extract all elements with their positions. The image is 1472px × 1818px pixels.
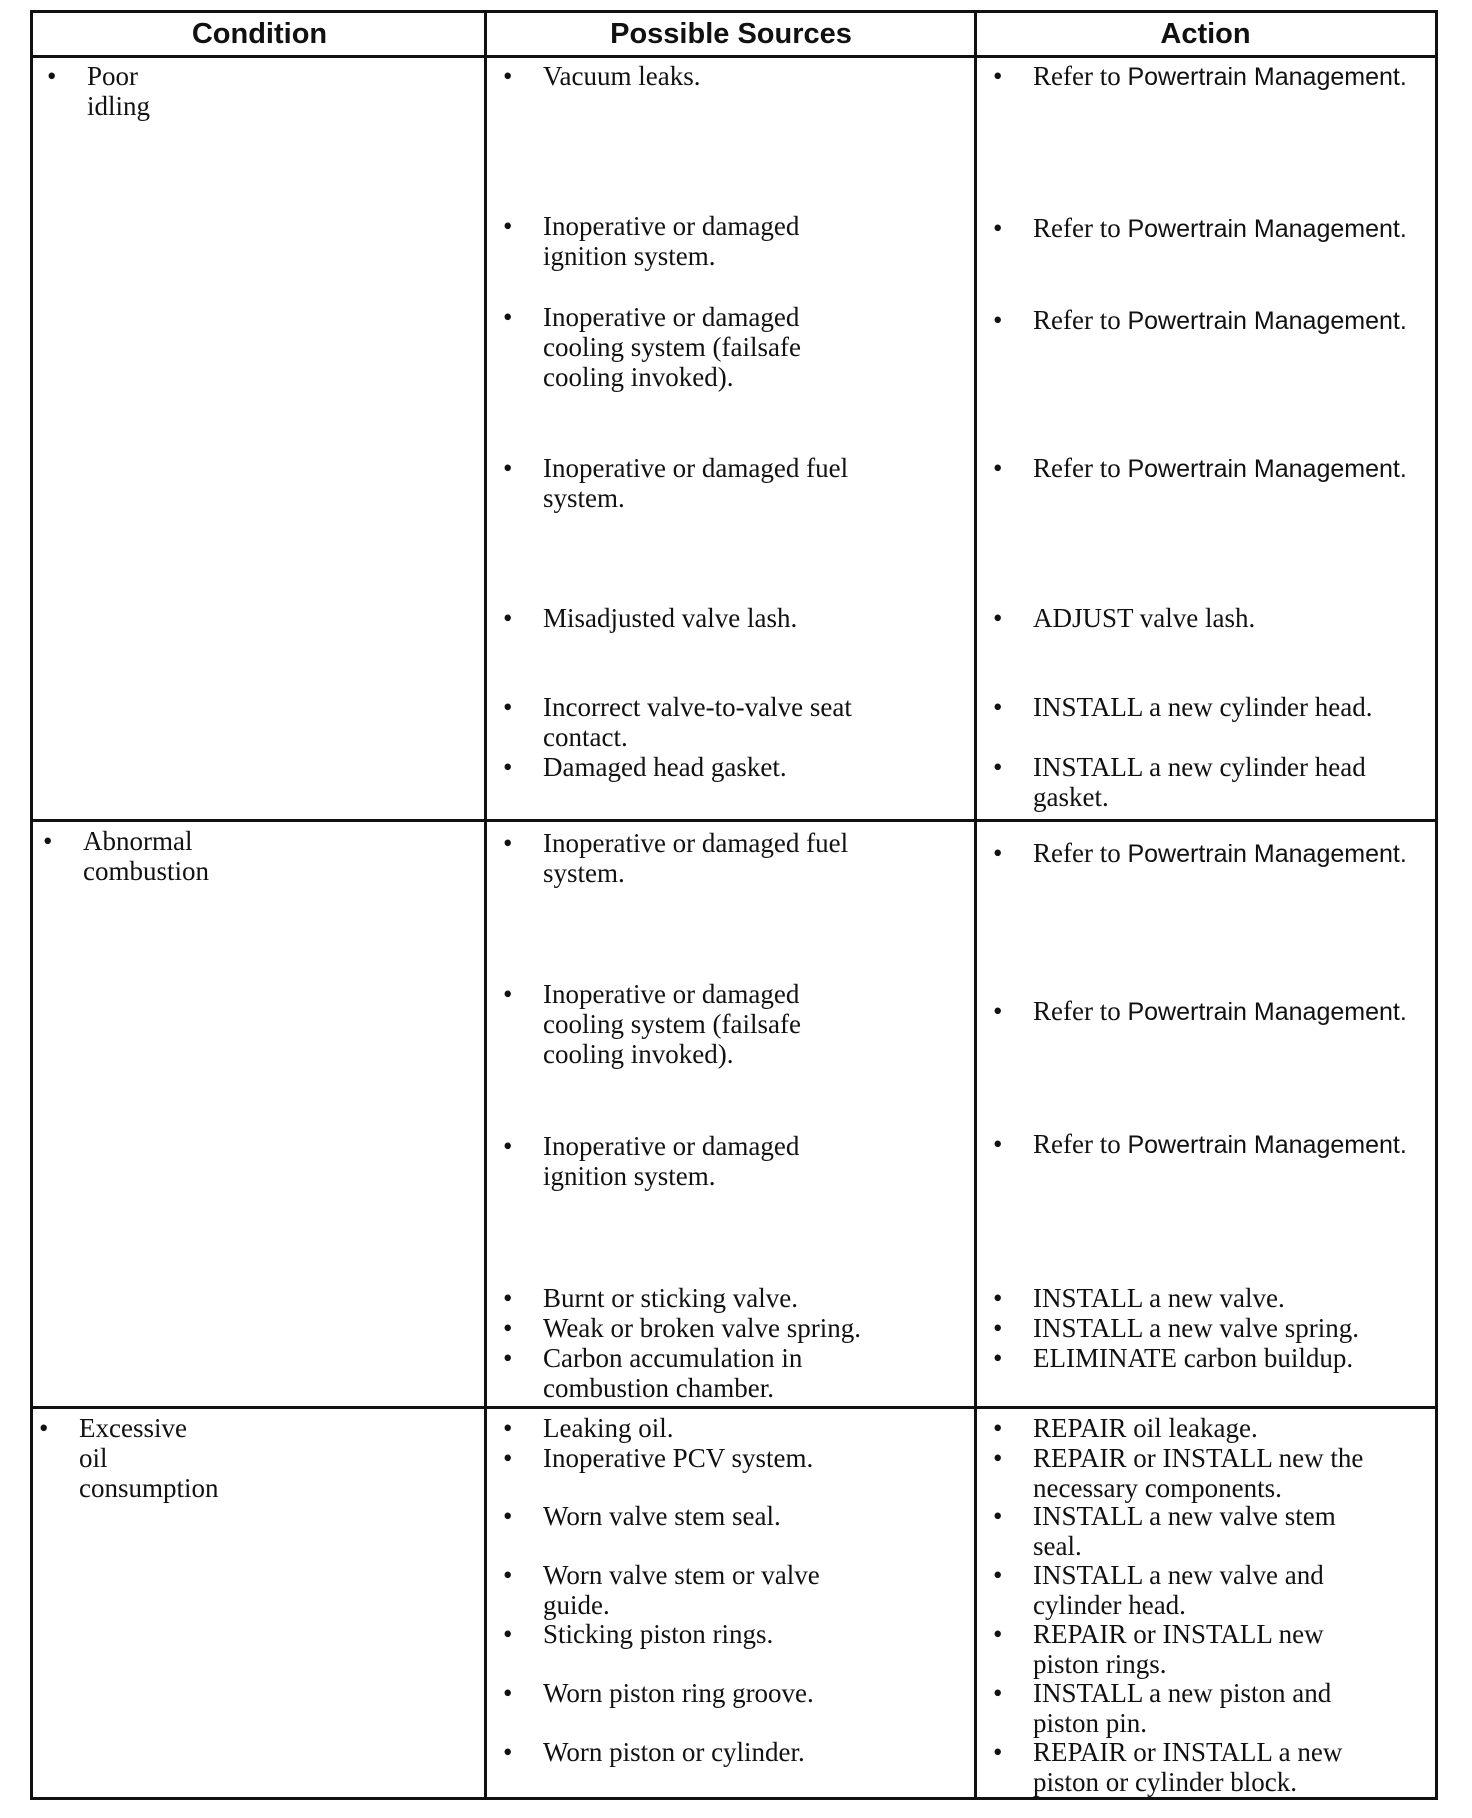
item-text bbox=[543, 211, 799, 271]
refer-prefix: Refer to bbox=[1033, 453, 1121, 483]
item-text bbox=[1033, 1678, 1331, 1738]
refer-link: Powertrain Management. bbox=[1127, 840, 1407, 868]
text-line: Worn piston ring groove. bbox=[543, 1678, 814, 1708]
item-text bbox=[1033, 1129, 1407, 1160]
text-line: Sticking piston rings. bbox=[543, 1619, 774, 1649]
refer-link: Powertrain Management. bbox=[1127, 1131, 1407, 1159]
text-line: Worn piston or cylinder. bbox=[543, 1737, 805, 1767]
item-text bbox=[543, 752, 787, 782]
item-text bbox=[543, 1678, 814, 1708]
condition-label: Excessive oil consumption bbox=[79, 1413, 219, 1503]
item-text bbox=[543, 1283, 798, 1313]
bullet-icon: • bbox=[503, 603, 513, 633]
item-text bbox=[543, 603, 797, 633]
item-text bbox=[1033, 1313, 1359, 1343]
item-text bbox=[543, 979, 801, 1069]
refer-prefix: Refer to bbox=[1033, 838, 1121, 868]
item-text bbox=[1033, 1501, 1336, 1561]
refer-link: Powertrain Management. bbox=[1127, 63, 1407, 91]
bullet-icon: • bbox=[503, 1501, 513, 1531]
text-line: gasket. bbox=[1033, 782, 1109, 812]
column-divider bbox=[974, 13, 977, 1797]
text-line: cooling system (failsafe bbox=[543, 332, 801, 362]
bullet-icon: • bbox=[993, 1619, 1003, 1649]
text-line: Inoperative PCV system. bbox=[543, 1443, 814, 1473]
item-text bbox=[1033, 1413, 1258, 1443]
refer-prefix: Refer to bbox=[1033, 1129, 1121, 1159]
item-text bbox=[1033, 603, 1255, 633]
text-line: Worn valve stem seal. bbox=[543, 1501, 781, 1531]
item-text bbox=[543, 1737, 805, 1767]
text-line: Burnt or sticking valve. bbox=[543, 1283, 798, 1313]
text-line: INSTALL a new valve. bbox=[1033, 1283, 1285, 1313]
condition-label: Poor idling bbox=[87, 61, 151, 121]
troubleshooting-table bbox=[30, 10, 1438, 1800]
header-action: Action bbox=[1160, 18, 1251, 50]
text-line: Damaged head gasket. bbox=[543, 752, 787, 782]
text-line: system. bbox=[543, 483, 625, 513]
bullet-icon: • bbox=[503, 1413, 513, 1443]
text-line: cooling invoked). bbox=[543, 362, 734, 392]
text-line: Inoperative or damaged bbox=[543, 979, 800, 1009]
text-line: Inoperative or damaged bbox=[543, 211, 800, 241]
bullet-icon: • bbox=[993, 1501, 1003, 1531]
bullet-icon: • bbox=[503, 828, 513, 858]
item-text bbox=[543, 453, 848, 513]
item-text bbox=[1033, 692, 1372, 722]
text-line: Vacuum leaks. bbox=[543, 61, 701, 91]
refer-link: Powertrain Management. bbox=[1127, 307, 1407, 335]
bullet-icon: • bbox=[503, 1560, 513, 1590]
text-line: REPAIR oil leakage. bbox=[1033, 1413, 1258, 1443]
text-line: Carbon accumulation in bbox=[543, 1343, 803, 1373]
header-possible-sources: Possible Sources bbox=[610, 18, 852, 50]
refer-prefix: Refer to bbox=[1033, 996, 1121, 1026]
text-line: INSTALL a new valve spring. bbox=[1033, 1313, 1360, 1343]
bullet-icon: • bbox=[503, 1443, 513, 1473]
item-text bbox=[543, 302, 801, 392]
bullet-icon: • bbox=[503, 1343, 513, 1373]
bullet-icon: • bbox=[993, 752, 1003, 782]
bullet-icon: • bbox=[39, 1413, 49, 1443]
text-line: REPAIR or INSTALL new the bbox=[1033, 1443, 1364, 1473]
item-text bbox=[1033, 1737, 1342, 1797]
item-text bbox=[1033, 1560, 1324, 1620]
text-line: ADJUST valve lash. bbox=[1033, 603, 1256, 633]
item-text bbox=[1033, 838, 1407, 869]
item-text bbox=[1033, 1443, 1363, 1503]
text-line: Inoperative or damaged bbox=[543, 1131, 800, 1161]
refer-prefix: Refer to bbox=[1033, 213, 1121, 243]
row-divider bbox=[33, 1406, 1435, 1409]
bullet-icon: • bbox=[503, 1283, 513, 1313]
bullet-icon: • bbox=[993, 1343, 1003, 1373]
bullet-icon: • bbox=[47, 61, 57, 91]
bullet-icon: • bbox=[43, 826, 53, 856]
bullet-icon: • bbox=[503, 1737, 513, 1767]
bullet-icon: • bbox=[503, 1131, 513, 1161]
text-line: Worn valve stem or valve bbox=[543, 1560, 820, 1590]
bullet-icon: • bbox=[503, 692, 513, 722]
text-line: REPAIR or INSTALL new bbox=[1033, 1619, 1324, 1649]
table-header-row bbox=[33, 13, 1435, 58]
text-line: system. bbox=[543, 858, 625, 888]
item-text bbox=[543, 61, 700, 91]
item-text bbox=[1033, 453, 1407, 484]
item-text bbox=[543, 1501, 781, 1531]
bullet-icon: • bbox=[503, 1678, 513, 1708]
text-line: Inoperative or damaged bbox=[543, 302, 800, 332]
text-line: combustion chamber. bbox=[543, 1373, 774, 1403]
bullet-icon: • bbox=[503, 61, 513, 91]
text-line: INSTALL a new valve stem bbox=[1033, 1501, 1336, 1531]
text-line: cooling system (failsafe bbox=[543, 1009, 801, 1039]
bullet-icon: • bbox=[993, 1678, 1003, 1708]
text-line: ignition system. bbox=[543, 241, 716, 271]
bullet-icon: • bbox=[503, 752, 513, 782]
text-line: ignition system. bbox=[543, 1161, 716, 1191]
bullet-icon: • bbox=[993, 603, 1003, 633]
text-line: INSTALL a new valve and bbox=[1033, 1560, 1324, 1590]
item-text bbox=[1033, 61, 1407, 92]
item-text bbox=[543, 1619, 773, 1649]
bullet-icon: • bbox=[993, 1313, 1003, 1343]
refer-prefix: Refer to bbox=[1033, 61, 1121, 91]
bullet-icon: • bbox=[993, 1560, 1003, 1590]
bullet-icon: • bbox=[503, 211, 513, 241]
refer-link: Powertrain Management. bbox=[1127, 215, 1407, 243]
text-line: Weak or broken valve spring. bbox=[543, 1313, 861, 1343]
text-line: Incorrect valve-to-valve seat bbox=[543, 692, 852, 722]
item-text bbox=[543, 1443, 813, 1473]
text-line: piston or cylinder block. bbox=[1033, 1767, 1297, 1797]
text-line: INSTALL a new cylinder head. bbox=[1033, 692, 1373, 722]
condition-label: Abnormal combustion bbox=[83, 826, 209, 886]
item-text bbox=[1033, 213, 1407, 244]
item-text bbox=[543, 692, 852, 752]
text-line: ELIMINATE carbon buildup. bbox=[1033, 1343, 1354, 1373]
bullet-icon: • bbox=[993, 838, 1003, 868]
text-line: Leaking oil. bbox=[543, 1413, 674, 1443]
item-text bbox=[1033, 1343, 1353, 1373]
item-text bbox=[1033, 1619, 1324, 1679]
text-line: REPAIR or INSTALL a new bbox=[1033, 1737, 1343, 1767]
bullet-icon: • bbox=[993, 305, 1003, 335]
bullet-icon: • bbox=[993, 692, 1003, 722]
bullet-icon: • bbox=[993, 1283, 1003, 1313]
bullet-icon: • bbox=[503, 453, 513, 483]
item-text bbox=[543, 1413, 673, 1443]
bullet-icon: • bbox=[503, 1313, 513, 1343]
text-line: INSTALL a new piston and bbox=[1033, 1678, 1332, 1708]
text-line: cylinder head. bbox=[1033, 1590, 1186, 1620]
text-line: contact. bbox=[543, 722, 628, 752]
item-text bbox=[1033, 752, 1366, 812]
bullet-icon: • bbox=[503, 979, 513, 1009]
item-text bbox=[543, 1313, 861, 1343]
text-line: seal. bbox=[1033, 1531, 1082, 1561]
bullet-icon: • bbox=[993, 1443, 1003, 1473]
item-text bbox=[1033, 1283, 1285, 1313]
item-text bbox=[543, 828, 848, 888]
item-text bbox=[1033, 996, 1407, 1027]
bullet-icon: • bbox=[993, 1129, 1003, 1159]
bullet-icon: • bbox=[993, 1413, 1003, 1443]
bullet-icon: • bbox=[993, 61, 1003, 91]
bullet-icon: • bbox=[993, 213, 1003, 243]
refer-link: Powertrain Management. bbox=[1127, 998, 1407, 1026]
row-divider bbox=[33, 819, 1435, 822]
bullet-icon: • bbox=[993, 1737, 1003, 1767]
text-line: necessary components. bbox=[1033, 1473, 1282, 1503]
text-line: INSTALL a new cylinder head bbox=[1033, 752, 1366, 782]
bullet-icon: • bbox=[503, 1619, 513, 1649]
item-text bbox=[543, 1343, 802, 1403]
bullet-icon: • bbox=[503, 302, 513, 332]
bullet-icon: • bbox=[993, 453, 1003, 483]
text-line: cooling invoked). bbox=[543, 1039, 734, 1069]
header-condition: Condition bbox=[191, 18, 328, 50]
item-text bbox=[543, 1560, 820, 1620]
item-text bbox=[1033, 305, 1407, 336]
text-line: Inoperative or damaged fuel bbox=[543, 828, 849, 858]
bullet-icon: • bbox=[993, 996, 1003, 1026]
item-text bbox=[543, 1131, 799, 1191]
text-line: Misadjusted valve lash. bbox=[543, 603, 798, 633]
text-line: guide. bbox=[543, 1590, 610, 1620]
text-line: Inoperative or damaged fuel bbox=[543, 453, 849, 483]
text-line: piston pin. bbox=[1033, 1708, 1148, 1738]
refer-link: Powertrain Management. bbox=[1127, 455, 1407, 483]
column-divider bbox=[484, 13, 487, 1797]
text-line: piston rings. bbox=[1033, 1649, 1167, 1679]
refer-prefix: Refer to bbox=[1033, 305, 1121, 335]
